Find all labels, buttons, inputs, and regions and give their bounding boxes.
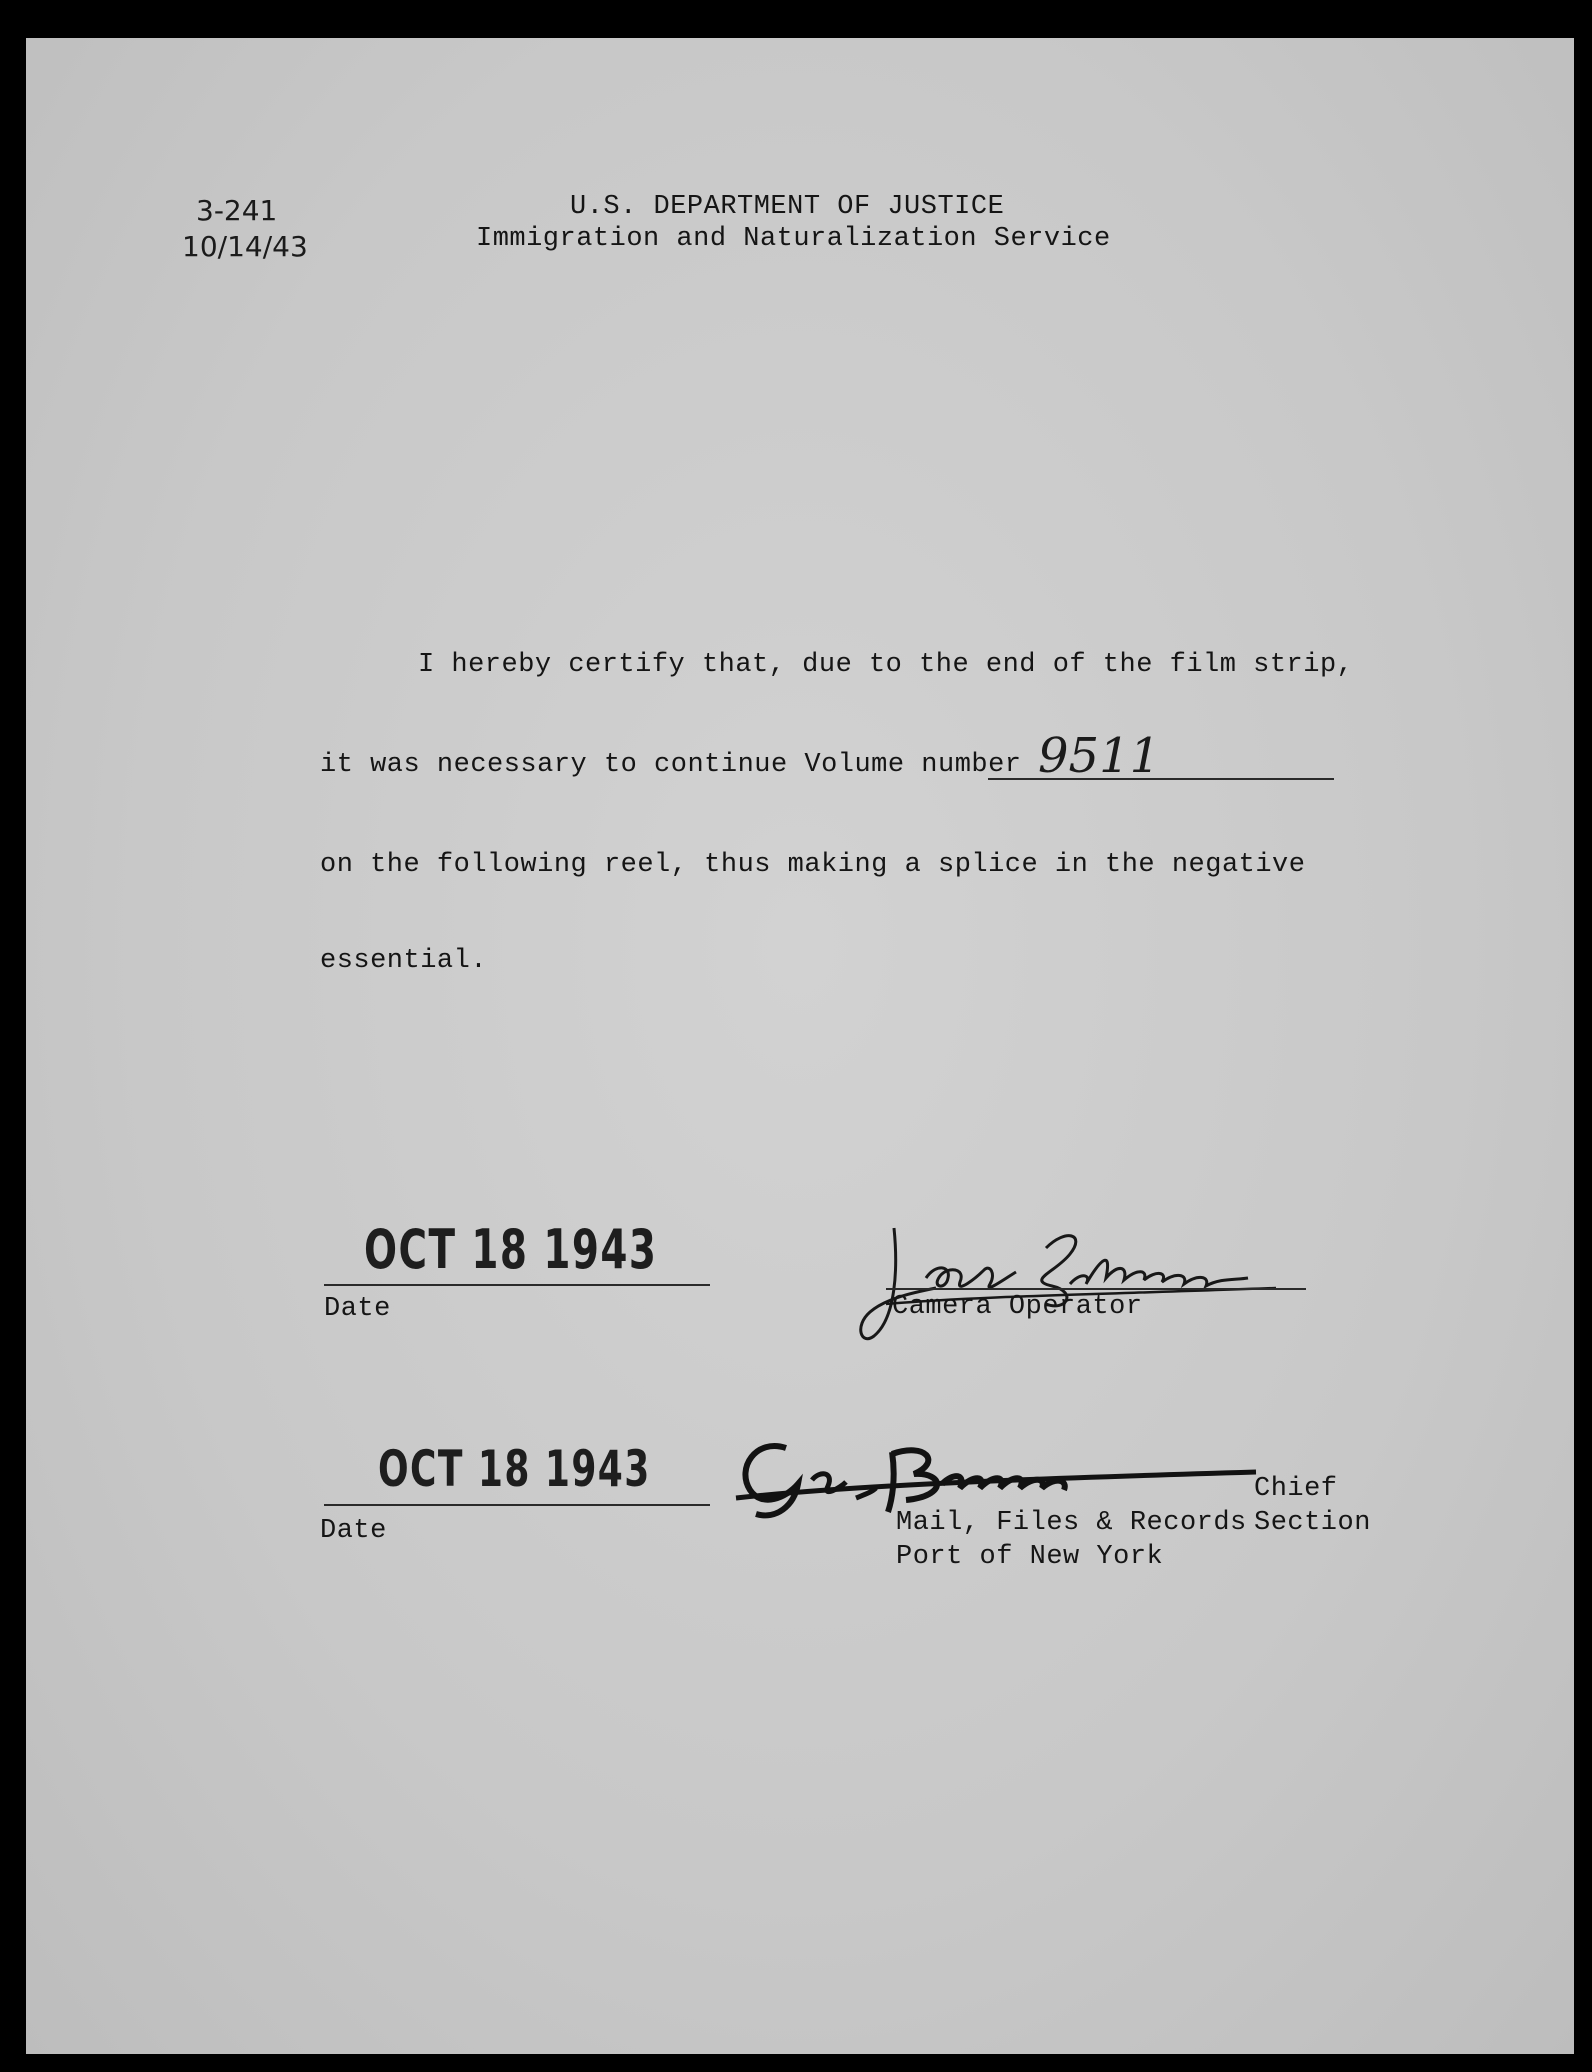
port-of-new-york: Port of New York	[896, 1542, 1164, 1572]
form-date: 10/14/43	[182, 230, 308, 263]
date-line-1	[324, 1284, 710, 1286]
camera-operator-signature	[856, 1208, 1296, 1358]
chief-title: Chief	[1254, 1474, 1338, 1504]
date-stamp-1: OCT 18 1943	[364, 1218, 658, 1281]
form-number: 3-241	[196, 194, 278, 227]
section-title: Section	[1254, 1508, 1371, 1538]
date-label-1: Date	[324, 1294, 391, 1324]
body-line-2: it was necessary to continue Volume number	[320, 750, 1022, 780]
document-page	[26, 38, 1574, 2054]
date-line-2	[324, 1504, 710, 1506]
volume-number: 9511	[1038, 728, 1161, 784]
body-line-3: on the following reel, thus making a splice in the negative	[320, 850, 1306, 880]
mail-files-records: Mail, Files & Records	[896, 1508, 1247, 1538]
body-line-4: essential.	[320, 946, 488, 976]
body-line-1: I hereby certify that, due to the end of the film strip,	[418, 650, 1354, 680]
agency-heading: U.S. DEPARTMENT OF JUSTICE	[570, 192, 1005, 222]
camera-operator-title: Camera Operator	[892, 1292, 1143, 1322]
date-label-2: Date	[320, 1516, 387, 1546]
date-stamp-2: OCT 18 1943	[378, 1440, 651, 1498]
signature-line-1	[886, 1288, 1306, 1290]
service-heading: Immigration and Naturalization Service	[476, 224, 1111, 254]
